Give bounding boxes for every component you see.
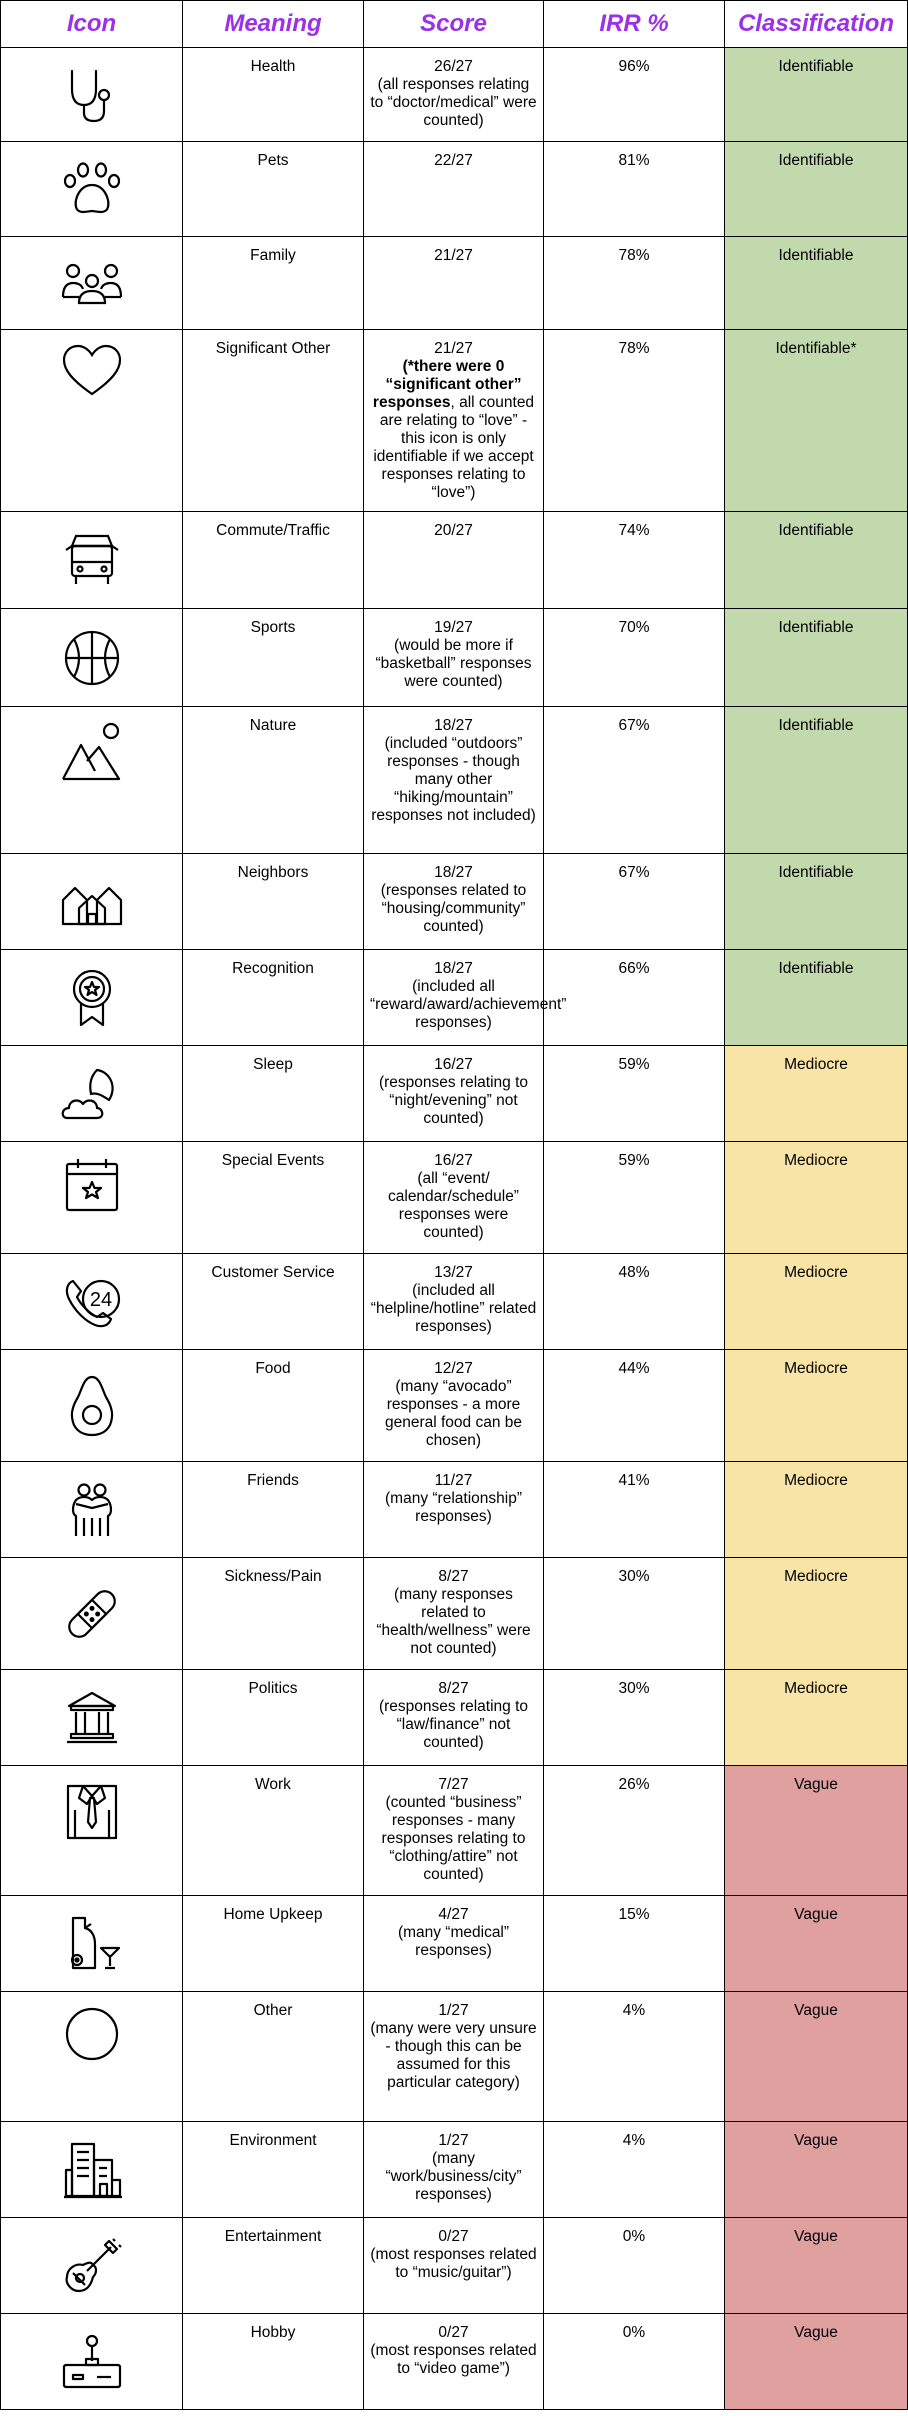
score-value: 0/27 <box>438 2324 469 2341</box>
table-row <box>1 1992 908 2122</box>
score-value: 8/27 <box>438 1568 469 1585</box>
score-note-bold: (*there were 0 “significant other” responses <box>372 358 522 411</box>
table-row <box>1 707 908 854</box>
classification-cell: Vague <box>725 1896 908 1992</box>
classification-cell: Identifiable <box>725 48 908 142</box>
score-note: (many “medical” responses) <box>397 1924 510 1959</box>
header-meaning: Meaning <box>183 1 364 48</box>
score-value: 26/27 <box>434 58 473 75</box>
irr-cell: 0% <box>544 2218 725 2314</box>
irr-cell: 59% <box>544 1142 725 1254</box>
score-value: 1/27 <box>438 2132 469 2149</box>
irr-cell: 78% <box>544 237 725 330</box>
classification-cell: Identifiable <box>725 707 908 854</box>
score-value: 0/27 <box>438 2228 469 2245</box>
irr-cell: 26% <box>544 1766 725 1896</box>
classification-cell: Identifiable <box>725 237 908 330</box>
irr-cell: 96% <box>544 48 725 142</box>
bandage-icon <box>62 1584 122 1644</box>
meaning-cell: Food <box>183 1350 364 1462</box>
score-note: (many “work/business/city” responses) <box>385 2150 522 2203</box>
table-row <box>1 1558 908 1670</box>
meaning-cell: Sports <box>183 609 364 707</box>
classification-cell: Identifiable <box>725 950 908 1046</box>
meaning-cell: Friends <box>183 1462 364 1558</box>
meaning-cell: Entertainment <box>183 2218 364 2314</box>
score-note: (many “relationship” responses) <box>385 1490 522 1525</box>
score-note: (would be more if “basketball” responses were counted) <box>375 637 532 690</box>
stethoscope-icon <box>62 65 122 125</box>
score-value: 21/27 <box>434 247 473 264</box>
meaning-cell: Sickness/Pain <box>183 1558 364 1670</box>
cleaning-tools-icon <box>61 1914 123 1974</box>
score-value: 8/27 <box>438 1680 469 1697</box>
irr-cell: 44% <box>544 1350 725 1462</box>
table-row <box>1 330 908 512</box>
header-score: Score <box>364 1 544 48</box>
score-note: (responses relating to “law/finance” not counted) <box>378 1698 529 1751</box>
score-cell <box>364 237 544 330</box>
meaning-cell: Health <box>183 48 364 142</box>
score-note: (many “avocado” responses - a more general food can be chosen) <box>384 1378 523 1449</box>
score-note: (included all “helpline/hotline” related responses) <box>370 1282 537 1335</box>
meaning-cell: Significant Other <box>183 330 364 512</box>
score-note: (most responses related to “music/guitar”) <box>370 2246 537 2281</box>
score-cell <box>364 1558 544 1670</box>
score-cell <box>364 1350 544 1462</box>
table-row <box>1 854 908 950</box>
table-row <box>1 2218 908 2314</box>
irr-cell: 70% <box>544 609 725 707</box>
irr-cell: 41% <box>544 1462 725 1558</box>
header-icon: Icon <box>1 1 183 48</box>
classification-cell: Vague <box>725 2122 908 2218</box>
classification-cell: Mediocre <box>725 1462 908 1558</box>
shirt-tie-icon <box>65 1780 119 1840</box>
score-value: 12/27 <box>434 1360 473 1377</box>
friends-icon <box>70 1482 114 1538</box>
score-value: 1/27 <box>438 2002 469 2019</box>
table-row <box>1 237 908 330</box>
classification-cell: Vague <box>725 2218 908 2314</box>
meaning-cell: Nature <box>183 707 364 854</box>
irr-cell: 0% <box>544 2314 725 2410</box>
header-classification: Classification <box>725 1 908 48</box>
classification-cell: Mediocre <box>725 1254 908 1350</box>
score-note: (all responses relating to “doctor/medical” were counted) <box>370 76 537 129</box>
score-cell <box>364 1992 544 2122</box>
score-cell <box>364 1670 544 1766</box>
table-row <box>1 1896 908 1992</box>
score-cell <box>364 2122 544 2218</box>
meaning-cell: Work <box>183 1766 364 1896</box>
irr-cell: 4% <box>544 2122 725 2218</box>
meaning-cell: Sleep <box>183 1046 364 1142</box>
score-value: 7/27 <box>438 1776 469 1793</box>
meaning-cell: Customer Service <box>183 1254 364 1350</box>
circle-icon <box>64 2006 120 2062</box>
irr-cell: 66% <box>544 950 725 1046</box>
meaning-cell: Hobby <box>183 2314 364 2410</box>
game-controller-icon <box>61 2333 123 2391</box>
score-note: (most responses related to “video game”) <box>370 2342 537 2377</box>
score-value: 18/27 <box>434 717 473 734</box>
table-row <box>1 1142 908 1254</box>
score-cell <box>364 609 544 707</box>
paw-icon <box>62 161 122 217</box>
table-row <box>1 1462 908 1558</box>
score-cell <box>364 950 567 1046</box>
score-cell <box>364 1254 544 1350</box>
meaning-cell: Politics <box>183 1670 364 1766</box>
mountain-icon <box>61 721 123 783</box>
score-note: (many were very unsure - though this can be assumed for this particular category) <box>370 2020 537 2091</box>
classification-cell: Mediocre <box>725 1670 908 1766</box>
svg-text:24: 24 <box>89 1288 112 1311</box>
moon-cloud-icon <box>61 1066 123 1122</box>
score-value: 18/27 <box>434 864 473 881</box>
score-cell <box>364 330 544 512</box>
score-value: 20/27 <box>434 522 473 539</box>
table-row <box>1 950 908 1046</box>
table-row <box>1 609 908 707</box>
classification-cell: Identifiable <box>725 512 908 609</box>
city-buildings-icon <box>62 2140 122 2200</box>
basketball-icon <box>62 628 122 688</box>
government-building-icon <box>65 1690 119 1746</box>
meaning-cell: Recognition <box>183 950 364 1046</box>
score-value: 16/27 <box>434 1056 473 1073</box>
meaning-cell: Neighbors <box>183 854 364 950</box>
table-row <box>1 48 908 142</box>
classification-cell: Identifiable <box>725 854 908 950</box>
score-cell <box>364 142 544 237</box>
meaning-cell: Family <box>183 237 364 330</box>
header-irr: IRR % <box>544 1 725 48</box>
classification-cell: Mediocre <box>725 1046 908 1142</box>
classification-cell: Vague <box>725 1992 908 2122</box>
irr-cell: 74% <box>544 512 725 609</box>
score-cell <box>364 854 544 950</box>
classification-cell: Mediocre <box>725 1558 908 1670</box>
score-value: 16/27 <box>434 1152 473 1169</box>
meaning-cell: Environment <box>183 2122 364 2218</box>
table-row <box>1 2314 908 2410</box>
irr-cell: 30% <box>544 1670 725 1766</box>
irr-cell: 81% <box>544 142 725 237</box>
score-value: 13/27 <box>434 1264 473 1281</box>
score-cell <box>364 1462 544 1558</box>
irr-cell: 48% <box>544 1254 725 1350</box>
score-cell <box>364 707 544 854</box>
score-cell <box>364 512 544 609</box>
calendar-star-icon <box>64 1156 120 1214</box>
classification-cell: Vague <box>725 1766 908 1896</box>
score-note: (responses relating to “night/evening” not counted) <box>378 1074 529 1127</box>
table-row <box>1 1254 908 1350</box>
score-note: (responses related to “housing/community” counted) <box>380 882 527 935</box>
meaning-cell: Special Events <box>183 1142 364 1254</box>
classification-cell: Mediocre <box>725 1142 908 1254</box>
classification-cell: Identifiable* <box>725 330 908 512</box>
table-row <box>1 2122 908 2218</box>
meaning-cell: Home Upkeep <box>183 1896 364 1992</box>
irr-cell: 67% <box>544 707 725 854</box>
score-value: 21/27 <box>434 340 473 357</box>
classification-cell: Identifiable <box>725 142 908 237</box>
score-note: (all “event/ calendar/schedule” responses were counted) <box>388 1170 519 1241</box>
irr-cell: 78% <box>544 330 725 512</box>
table-row <box>1 1766 908 1896</box>
score-note: , all counted are relating to “love” - this icon is only identifiable if we accept responses relating to “love”) <box>373 394 535 501</box>
irr-cell: 4% <box>544 1992 725 2122</box>
score-note: (counted “business” responses - many responses relating to “clothing/attire” not counted) <box>381 1794 526 1883</box>
meaning-cell: Other <box>183 1992 364 2122</box>
score-value: 18/27 <box>434 960 473 977</box>
houses-icon <box>61 878 123 926</box>
phone-24-icon <box>61 1273 123 1331</box>
score-cell <box>364 2218 544 2314</box>
classification-cell: Identifiable <box>725 609 908 707</box>
traffic-icon <box>62 532 122 588</box>
score-note: (many responses related to “health/wellness” were not counted) <box>376 1586 531 1657</box>
score-cell <box>364 2314 544 2410</box>
score-value: 4/27 <box>438 1906 469 1923</box>
guitar-icon <box>61 2235 123 2297</box>
score-value: 22/27 <box>434 152 473 169</box>
score-value: 19/27 <box>434 619 473 636</box>
score-cell <box>364 1766 544 1896</box>
award-ribbon-icon <box>67 967 117 1029</box>
score-cell <box>364 1142 544 1254</box>
table-row <box>1 1046 908 1142</box>
table-row <box>1 1350 908 1462</box>
classification-cell: Mediocre <box>725 1350 908 1462</box>
score-cell <box>364 1046 544 1142</box>
family-icon <box>61 261 123 305</box>
irr-cell: 30% <box>544 1558 725 1670</box>
avocado-icon <box>70 1375 114 1437</box>
heart-icon <box>62 344 122 398</box>
irr-cell: 15% <box>544 1896 725 1992</box>
meaning-cell: Commute/Traffic <box>183 512 364 609</box>
score-cell <box>364 1896 544 1992</box>
header-row <box>1 1 908 48</box>
score-value: 11/27 <box>434 1472 473 1489</box>
classification-cell: Vague <box>725 2314 908 2410</box>
table-row <box>1 512 908 609</box>
irr-cell: 67% <box>544 854 725 950</box>
table-row <box>1 142 908 237</box>
score-note: (included “outdoors” responses - though many other “hiking/mountain” responses not included) <box>371 735 536 824</box>
table-row <box>1 1670 908 1766</box>
score-cell <box>364 48 544 142</box>
score-note: (included all “reward/award/achievement” responses) <box>370 978 567 1031</box>
irr-cell: 59% <box>544 1046 725 1142</box>
meaning-cell: Pets <box>183 142 364 237</box>
